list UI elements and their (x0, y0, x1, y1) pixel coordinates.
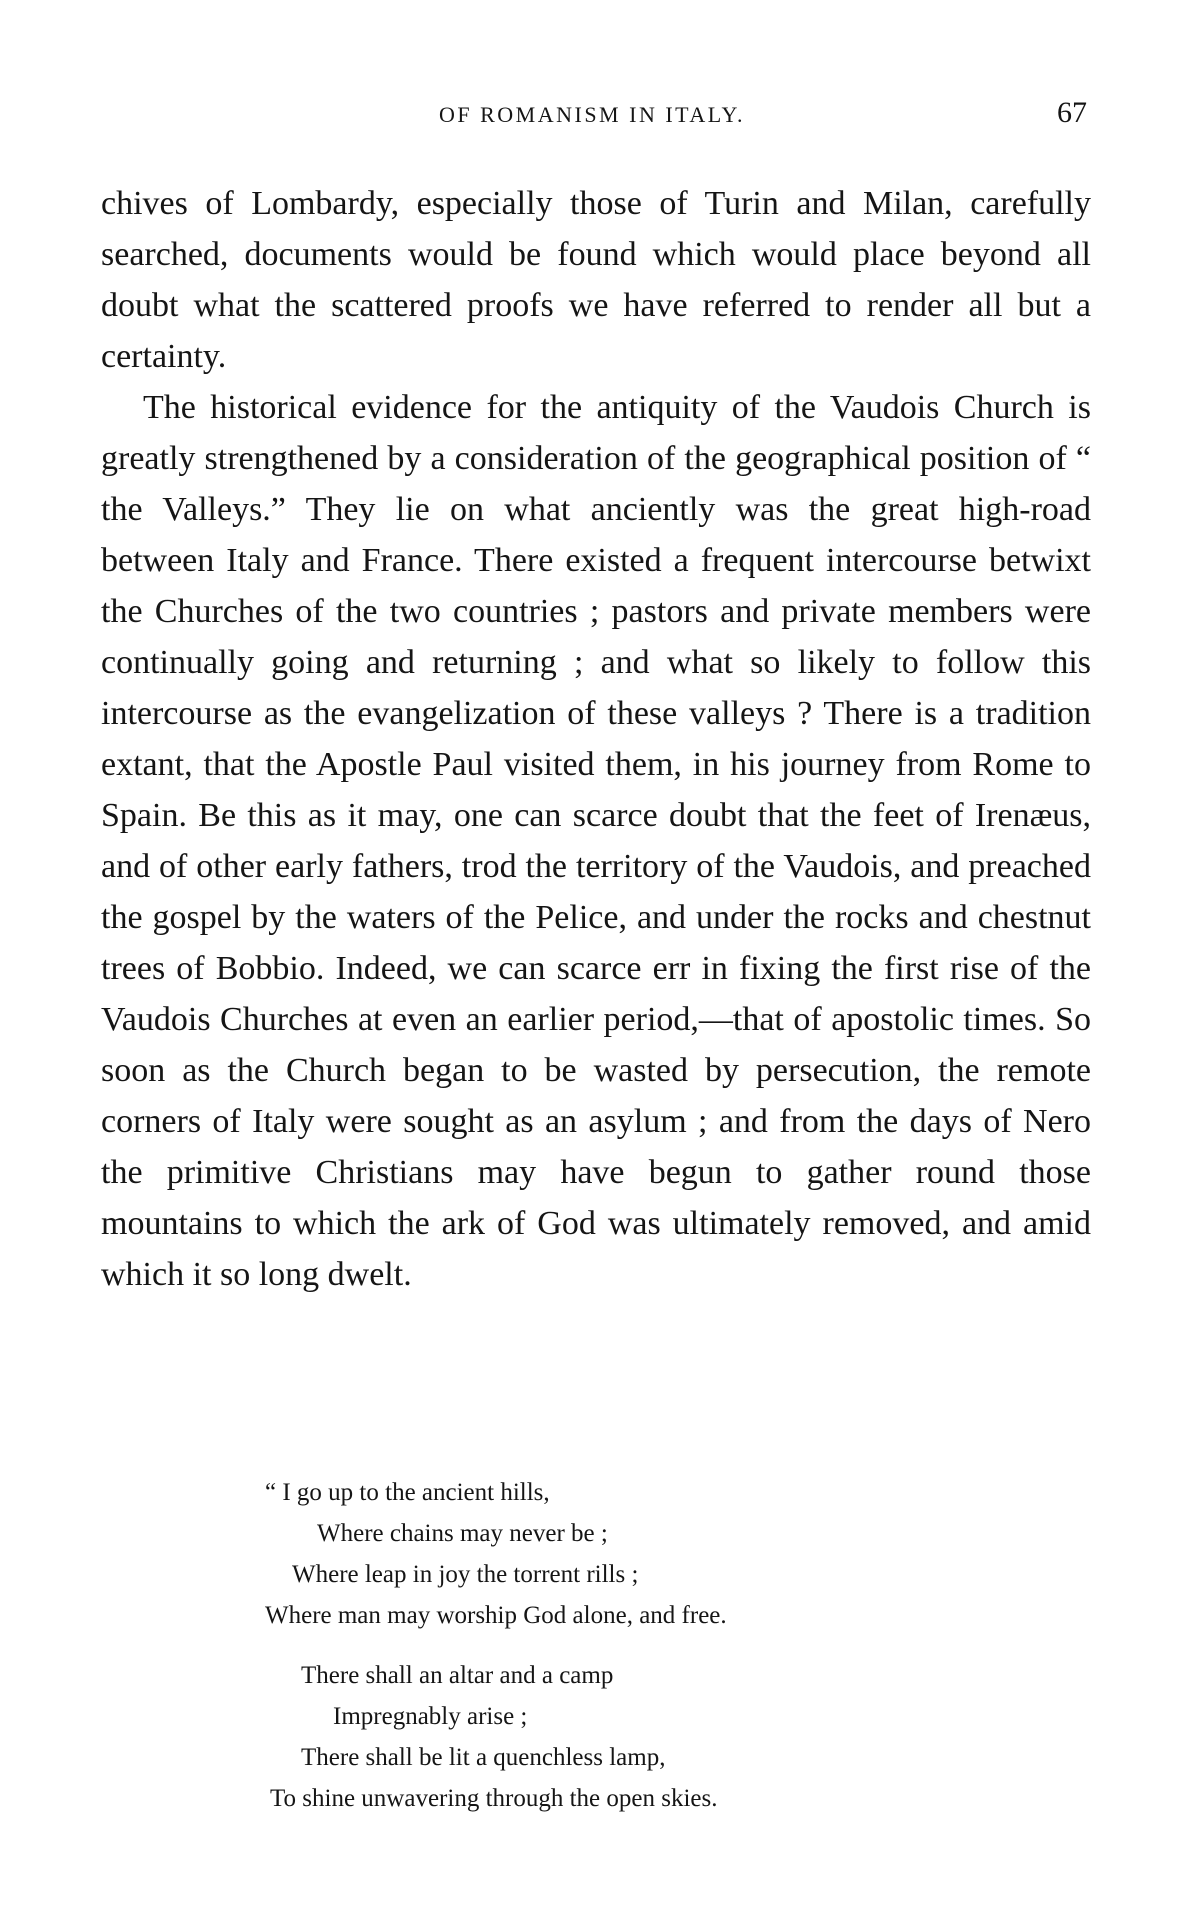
poem-line: Where man may worship God alone, and free. (265, 1602, 727, 1629)
poem-line: To shine unwavering through the open skies. (270, 1785, 718, 1812)
poem-line: There shall be lit a quenchless lamp, (301, 1744, 666, 1771)
poem-line: There shall an altar and a camp (301, 1662, 614, 1689)
poem-line: “ I go up to the ancient hills, (265, 1479, 550, 1506)
body-text (101, 178, 1091, 1300)
poem-line: Where leap in joy the torrent rills ; (292, 1561, 639, 1588)
paragraph-vaudois-antiquity: The historical evidence for the antiquity of the Vaudois Church is greatly strengthened by a consideration of the geographical position of “ the Valleys.” They lie on what anciently was the great high-road between Italy and France. There existed a frequent intercourse betwixt the Churches of the two countries ; pastors and private members were continually going and returning ; and what so likely to follow this intercourse as the evangelization of these valleys ? There is a tradition extant, that the Apostle Paul visited them, in his journey from Rome to Spain. Be this as it may, one can scarce doubt that the feet of Irenæus, and of other early fathers, trod the territory of the Vaudois, and preached the gospel by the waters of the Pelice, and under the rocks and chestnut trees of Bobbio. Indeed, we can scarce err in fixing the first rise of the Vaudois Churches at even an earlier period,—that of apostolic times. So soon as the Church began to be wasted by persecution, the remote corners of Italy were sought as an asylum ; and from the days of Nero the primitive Christians may have begun to gather round those mountains to which the ark of God was ultimately removed, and amid which it so long dwelt. (101, 389, 1091, 1293)
poem-stanza-2 (265, 1655, 965, 1819)
running-title: OF ROMANISM IN ITALY. (438, 102, 746, 127)
running-head (0, 96, 1184, 136)
poem-line: Impregnably arise ; (333, 1703, 528, 1730)
page-number: 67 (1057, 96, 1087, 129)
paragraph-continuation: chives of Lombardy, especially those of Turin and Milan, carefully searched, documents would be found which would place beyond all doubt what the scattered proofs we have referred to render all but a certainty. (101, 185, 1091, 375)
poem-line: Where chains may never be ; (317, 1520, 608, 1547)
poem-quotation (265, 1472, 965, 1838)
poem-stanza-1 (265, 1472, 965, 1636)
